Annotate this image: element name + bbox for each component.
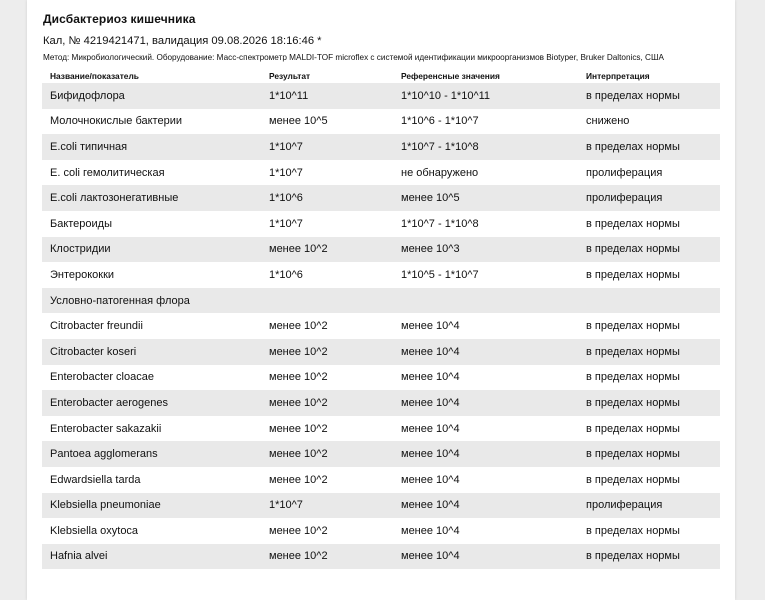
table-row (42, 518, 720, 544)
cell-result: менее 10^2 (261, 441, 393, 467)
report-page (27, 0, 735, 600)
cell-reference: менее 10^4 (393, 339, 578, 365)
method-description: Метод: Микробиологический. Оборудование: Масс-спектрометр MALDI-TOF microflex с системой идентификации микроорганизмов Biotyper, Bruker Daltonics, США (43, 53, 664, 62)
cell-result: менее 10^2 (261, 365, 393, 391)
cell-result: менее 10^2 (261, 339, 393, 365)
table-row (42, 493, 720, 519)
table-header-row (42, 69, 720, 83)
cell-interpretation: в пределах нормы (578, 416, 720, 442)
header-interpretation: Интерпретация (586, 71, 650, 81)
cell-reference: 1*10^6 - 1*10^7 (393, 109, 578, 135)
cell-reference: менее 10^4 (393, 467, 578, 493)
cell-reference: не обнаружено (393, 160, 578, 186)
table-row (42, 365, 720, 391)
header-result: Результат (269, 71, 311, 81)
cell-result: менее 10^2 (261, 237, 393, 263)
cell-reference: менее 10^4 (393, 390, 578, 416)
cell-interpretation: в пределах нормы (578, 544, 720, 570)
cell-name: Citrobacter koseri (42, 339, 261, 365)
table-row (42, 134, 720, 160)
table-row (42, 237, 720, 263)
cell-name: Клостридии (42, 237, 261, 263)
cell-interpretation: пролиферация (578, 185, 720, 211)
cell-result: менее 10^2 (261, 390, 393, 416)
cell-interpretation: в пределах нормы (578, 313, 720, 339)
cell-interpretation: в пределах нормы (578, 467, 720, 493)
table-row (42, 467, 720, 493)
cell-reference: 1*10^5 - 1*10^7 (393, 262, 578, 288)
cell-name: E.coli лактозонегативные (42, 185, 261, 211)
table-row (42, 441, 720, 467)
cell-name: Klebsiella oxytoca (42, 518, 261, 544)
cell-name: Enterobacter sakazakii (42, 416, 261, 442)
cell-result: 1*10^7 (261, 211, 393, 237)
header-name: Название/показатель (50, 71, 139, 81)
cell-interpretation: в пределах нормы (578, 237, 720, 263)
cell-result: 1*10^6 (261, 262, 393, 288)
cell-name: Citrobacter freundii (42, 313, 261, 339)
cell-reference: 1*10^10 - 1*10^11 (393, 83, 578, 109)
cell-interpretation: в пределах нормы (578, 518, 720, 544)
cell-name: Условно-патогенная флора (42, 288, 261, 314)
cell-interpretation: в пределах нормы (578, 390, 720, 416)
cell-name: Hafnia alvei (42, 544, 261, 570)
cell-reference (393, 288, 578, 314)
cell-result: менее 10^2 (261, 467, 393, 493)
table-row (42, 288, 720, 314)
table-row (42, 185, 720, 211)
cell-result: менее 10^2 (261, 313, 393, 339)
cell-reference: менее 10^5 (393, 185, 578, 211)
cell-name: Бактероиды (42, 211, 261, 237)
cell-interpretation: пролиферация (578, 493, 720, 519)
cell-reference: менее 10^3 (393, 237, 578, 263)
table-row (42, 313, 720, 339)
header-reference: Референсные значения (401, 71, 500, 81)
report-title: Дисбактериоз кишечника (43, 12, 196, 26)
cell-name: E.coli типичная (42, 134, 261, 160)
table-row (42, 109, 720, 135)
cell-interpretation: в пределах нормы (578, 262, 720, 288)
sample-info: Кал, № 4219421471, валидация 09.08.2026 18:16:46 * (43, 35, 322, 47)
cell-result: 1*10^7 (261, 160, 393, 186)
cell-interpretation: в пределах нормы (578, 211, 720, 237)
cell-result: менее 10^5 (261, 109, 393, 135)
table-row (42, 390, 720, 416)
cell-reference: менее 10^4 (393, 544, 578, 570)
cell-name: E. coli гемолитическая (42, 160, 261, 186)
table-body (42, 83, 720, 569)
cell-name: Edwardsiella tarda (42, 467, 261, 493)
cell-name: Бифидофлора (42, 83, 261, 109)
table-row (42, 160, 720, 186)
table-row (42, 83, 720, 109)
table-row (42, 211, 720, 237)
table-row (42, 416, 720, 442)
table-row (42, 339, 720, 365)
cell-name: Pantoea agglomerans (42, 441, 261, 467)
table-row (42, 262, 720, 288)
cell-interpretation: в пределах нормы (578, 365, 720, 391)
cell-result: менее 10^2 (261, 416, 393, 442)
cell-name: Молочнокислые бактерии (42, 109, 261, 135)
cell-reference: менее 10^4 (393, 365, 578, 391)
cell-reference: менее 10^4 (393, 313, 578, 339)
cell-result (261, 288, 393, 314)
cell-interpretation: в пределах нормы (578, 134, 720, 160)
cell-reference: менее 10^4 (393, 416, 578, 442)
table-row (42, 544, 720, 570)
cell-name: Enterobacter cloacae (42, 365, 261, 391)
cell-interpretation (578, 288, 720, 314)
cell-reference: 1*10^7 - 1*10^8 (393, 211, 578, 237)
cell-interpretation: в пределах нормы (578, 441, 720, 467)
cell-interpretation: пролиферация (578, 160, 720, 186)
cell-interpretation: снижено (578, 109, 720, 135)
cell-result: менее 10^2 (261, 544, 393, 570)
cell-interpretation: в пределах нормы (578, 83, 720, 109)
cell-result: 1*10^7 (261, 134, 393, 160)
cell-result: 1*10^7 (261, 493, 393, 519)
cell-name: Klebsiella pneumoniae (42, 493, 261, 519)
cell-name: Enterobacter aerogenes (42, 390, 261, 416)
cell-reference: менее 10^4 (393, 518, 578, 544)
results-table (42, 69, 720, 569)
cell-reference: менее 10^4 (393, 493, 578, 519)
cell-result: 1*10^11 (261, 83, 393, 109)
cell-result: менее 10^2 (261, 518, 393, 544)
cell-result: 1*10^6 (261, 185, 393, 211)
cell-reference: 1*10^7 - 1*10^8 (393, 134, 578, 160)
cell-name: Энтерококки (42, 262, 261, 288)
cell-reference: менее 10^4 (393, 441, 578, 467)
cell-interpretation: в пределах нормы (578, 339, 720, 365)
